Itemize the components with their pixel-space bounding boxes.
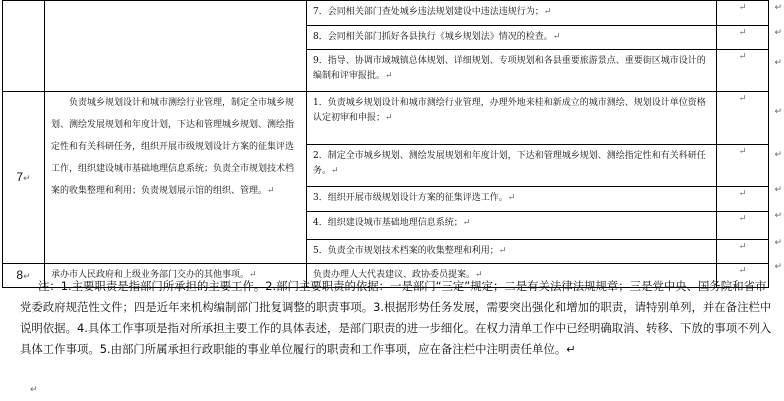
- number-cell-empty: [3, 1, 45, 92]
- work-item-cell: 5．负责全市规划技术档案的收集整理和利用；↵: [307, 240, 717, 264]
- duty-table: [2, 0, 769, 288]
- main-duty-text: 负责城乡规划设计和城市测绘行业管理，制定全市城乡规划、测绘发展规划和年度计划，下达和管理城乡规划、测绘指定性和有关科研任务，组织开展市级规划设计方案的征集评选工作，组织建设城市基础地理信息系统；负责全市规划技术档案的收集整理和利用；负责规划展示馆的组织、管理。↵: [51, 98, 295, 196]
- work-item-cell: 9．指导、协调市域城镇总体规划、详细规划、专项规划和各县重要旅游景点、重要街区城市设计的编制和评审报批。↵: [307, 50, 717, 92]
- row-end-mark: ↵: [774, 107, 782, 117]
- row-end-mark: ↵: [774, 58, 782, 68]
- footnote-paragraph: 注：1.主要职责是指部门所承担的主要工作。2.部门主要职责的依据：一是部门“三定”规定；二是有关法律法规规章；三是党中央、国务院和省市党委政府规范性文件；四是近年来机构编制部门批复调整的职责事项。3.根据形势任务发展，需要突出强化和增加的职责，请特别单列，并在备注栏中说明依据。4.具体工作事项是指对所承担主要工作的具体表述，是部门职责的进一步细化。在权力清单工作中已经明确取消、转移、下放的事项不列入具体工作事项。5.由部门所属承担行政职能的事业单位履行的职责和工作事项，应在备注栏中注明责任单位。↵: [20, 279, 772, 356]
- main-duty-text: 承办市人民政府和上级业务部门交办的其他事项。: [51, 270, 250, 280]
- paragraph-mark: ↵: [30, 385, 38, 395]
- row-number: 8: [16, 267, 24, 282]
- work-item-text: 4．组织建设城市基础地理信息系统；: [313, 218, 463, 228]
- work-item-cell: 2．制定全市城乡规划、测绘发展规划和年度计划，下达和管理城乡规划、测绘指定性和有关科研任务。↵: [307, 145, 717, 187]
- remark-cell: ↵: [717, 264, 769, 288]
- remark-cell: ↵: [717, 50, 769, 92]
- row-end-mark: ↵: [774, 28, 782, 38]
- remark-cell: ↵: [717, 26, 769, 50]
- row-end-mark: ↵: [774, 262, 782, 272]
- work-item-cell: 3．组织开展市级规划设计方案的征集评选工作。↵: [307, 187, 717, 212]
- work-item-text: 1．负责城乡规划设计和城市测绘行业管理，办理外地来桂和新成立的城市测绘、规划设计单位资格认定初审和申报；: [313, 98, 706, 123]
- main-duty-cell: 承办市人民政府和上级业务部门交办的其他事项。↵: [45, 264, 307, 288]
- row-end-mark: ↵: [774, 185, 782, 195]
- work-item-text: 8．会同相关部门抓好各县执行《城乡规划法》情况的检查。: [313, 32, 553, 42]
- work-item-text: 9．指导、协调市域城镇总体规划、详细规划、专项规划和各县重要旅游景点、重要街区城市设计的编制和评审报批。: [313, 56, 706, 81]
- remark-cell: ↵: [717, 145, 769, 187]
- table-row: [3, 92, 769, 145]
- row-end-mark: ↵: [774, 150, 782, 160]
- row-number: 7: [16, 169, 24, 184]
- duty-cell-empty: [45, 1, 307, 92]
- row-end-mark: ↵: [774, 238, 782, 248]
- row-number-cell: 7↵: [3, 92, 45, 264]
- row-number-cell: 8↵: [3, 264, 45, 288]
- work-item-cell: 1．负责城乡规划设计和城市测绘行业管理，办理外地来桂和新成立的城市测绘、规划设计单位资格认定初审和申报；↵: [307, 92, 717, 145]
- work-item-text: 2．制定全市城乡规划、测绘发展规划和年度计划，下达和管理城乡规划、测绘指定性和有关科研任务。: [313, 151, 706, 176]
- row-end-mark: ↵: [774, 211, 782, 221]
- work-item-cell: 7．会同相关部门查处城乡违法规划建设中违法违规行为；↵: [307, 1, 717, 26]
- work-item-text: 负责办理人大代表建议、政协委员提案。: [313, 270, 476, 280]
- work-item-cell: 负责办理人大代表建议、政协委员提案。↵: [307, 264, 717, 288]
- remark-cell: ↵: [717, 92, 769, 145]
- remark-cell: ↵: [717, 1, 769, 26]
- work-item-text: 3．组织开展市级规划设计方案的征集评选工作。: [313, 193, 508, 203]
- remark-cell: ↵: [717, 187, 769, 212]
- table-row: [3, 1, 769, 26]
- work-item-text: 5．负责全市规划技术档案的收集整理和利用；: [313, 246, 499, 256]
- work-item-cell: 4．组织建设城市基础地理信息系统；↵: [307, 212, 717, 240]
- work-item-text: 7．会同相关部门查处城乡违法规划建设中违法违规行为；: [313, 7, 544, 17]
- main-duty-cell: [45, 92, 307, 264]
- remark-cell: ↵: [717, 240, 769, 264]
- row-end-mark: ↵: [774, 3, 782, 13]
- work-item-cell: 8．会同相关部门抓好各县执行《城乡规划法》情况的检查。↵: [307, 26, 717, 50]
- remark-cell: ↵: [717, 212, 769, 240]
